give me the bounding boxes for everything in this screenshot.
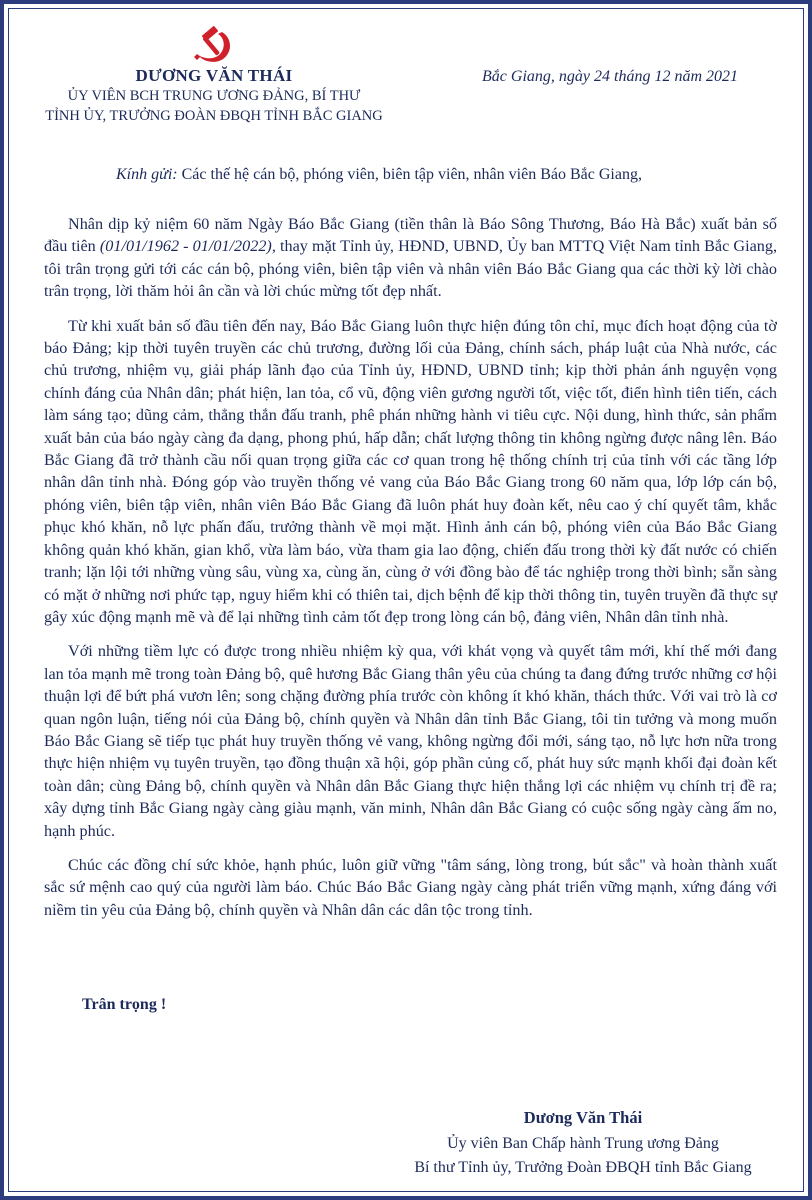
hammer-sickle-icon — [192, 26, 236, 64]
sender-header — [44, 26, 384, 126]
letter-body — [44, 213, 777, 933]
sender-role-line1: ỦY VIÊN BCH TRUNG ƯƠNG ĐẢNG, BÍ THƯ — [67, 88, 361, 104]
signature-line1: Ủy viên Ban Chấp hành Trung ương Đảng — [447, 1135, 719, 1152]
signature-block — [393, 1108, 773, 1180]
signature-line2: Bí thư Tỉnh ủy, Trưởng Đoàn ĐBQH tỉnh Bắc Giang — [414, 1159, 752, 1176]
paragraph-4: Chúc các đồng chí sức khỏe, hạnh phúc, luôn giữ vững "tâm sáng, lòng trong, bút sắc" và hoàn thành xuất sắc sứ mệnh cao quý của người làm báo. Chúc Báo Bắc Giang ngày càng phát triển vững mạnh, xứng đáng với niềm tin yêu của Đảng bộ, chính quyền và Nhân dân các dân tộc trong tỉnh. — [44, 855, 777, 919]
paragraph-1-b: , thay mặt Tỉnh ủy, HĐND, UBND, Ủy ban MTTQ Việt Nam tỉnh Bắc Giang, tôi trân trọng gửi tới các cán bộ, phóng viên, biên tập viên và nhân viên Báo Bắc Giang qua các thời kỳ lời chào trân trọng, lời thăm hỏi ân cần và lời chúc mừng tốt đẹp nhất. — [44, 237, 777, 301]
paragraph-1-a: Nhân dịp kỷ niệm 60 năm Ngày Báo Bắc Giang (tiền thân là Báo Sông Thương, Báo Hà Bắc) xuất bản số đầu tiên — [44, 215, 777, 256]
sender-name: DƯƠNG VĂN THÁI — [135, 66, 293, 85]
paragraph-3: Với những tiềm lực có được trong nhiều nhiệm kỳ qua, với khát vọng và quyết tâm mới, khí thế mới đang lan tỏa mạnh mẽ trong toàn Đảng bộ, quê hương Bắc Giang thân yêu của chúng ta đang đứng trước những cơ hội thuận lợi để bứt phá vươn lên; song chặng đường phía trước còn không ít khó khăn, thách thức. Với vai trò là cơ quan ngôn luận, tiếng nói của Đảng bộ, chính quyền và Nhân dân tỉnh Bắc Giang, tôi tin tưởng và mong muốn Báo Bắc Giang sẽ tiếp tục phát huy truyền thống vẻ vang, không ngừng đổi mới, sáng tạo, nỗ lực hơn nữa trong thực hiện nhiệm vụ tuyên truyền, tạo đồng thuận xã hội, góp phần củng cố, phát huy sức mạnh khối đại đoàn kết toàn dân; cùng Đảng bộ, chính quyền và Nhân dân Bắc Giang thực hiện thắng lợi các nhiệm vụ chính trị đề ra; xây dựng tỉnh Bắc Giang ngày càng giàu mạnh, văn minh, Nhân dân Bắc Giang có cuộc sống ngày càng ấm no, hạnh phúc. — [44, 642, 777, 840]
salutation-text: Các thế hệ cán bộ, phóng viên, biên tập viên, nhân viên Báo Bắc Giang, — [177, 166, 642, 183]
signature-name: Dương Văn Thái — [523, 1108, 643, 1127]
date-line: Bắc Giang, ngày 24 tháng 12 năm 2021 — [482, 68, 738, 85]
salutation-lead: Kính gửi: — [116, 166, 178, 183]
closing: Trân trọng ! — [82, 996, 167, 1013]
paragraph-1-dates: (01/01/1962 - 01/01/2022) — [99, 237, 272, 256]
paragraph-1 — [44, 213, 777, 303]
sender-role-line2: TỈNH ỦY, TRƯỞNG ĐOÀN ĐBQH TỈNH BẮC GIANG — [45, 108, 383, 124]
salutation — [116, 166, 642, 184]
paragraph-2: Từ khi xuất bản số đầu tiên đến nay, Báo Bắc Giang luôn thực hiện đúng tôn chỉ, mục đích hoạt động của tờ báo Đảng; kịp thời tuyên truyền các chủ trương, đường lối của Đảng, chính sách, pháp luật của Nhà nước, các chủ trương, nhiệm vụ, giải pháp lãnh đạo của Tỉnh ủy, HĐND, UBND tỉnh; kịp thời phản ánh nguyện vọng chính đáng của Nhân dân; phát hiện, lan tỏa, cổ vũ, động viên gương người tốt, việc tốt, điển hình tiên tiến, cách làm sáng tạo; dũng cảm, thẳng thắn đấu tranh, phê phán những hành vi tiêu cực. Nội dung, hình thức, sản phẩm xuất bản của báo ngày càng đa dạng, phong phú, hấp dẫn; chất lượng thông tin không ngừng được nâng lên. Báo Bắc Giang đã trở thành cầu nối quan trọng giữa các cơ quan trong hệ thống chính trị của tỉnh với các tầng lớp nhân dân tỉnh nhà. Đóng góp vào truyền thống vẻ vang của Báo Bắc Giang trong 60 năm qua, lớp lớp cán bộ, phóng viên, biên tập viên, nhân viên Báo Bắc Giang đã luôn phát huy đoàn kết, nêu cao ý chí quyết tâm, khắc phục khó khăn, nỗ lực phấn đấu, trưởng thành về mọi mặt. Hình ảnh cán bộ, phóng viên của Báo Bắc Giang không quản khó khăn, gian khổ, vừa làm báo, vừa tham gia lao động, chiến đấu trong thời kỳ đất nước có chiến tranh; lặn lội tới những vùng sâu, vùng xa, cùng ăn, cùng ở với đồng bào để tác nghiệp trong thời bình; sẵn sàng có mặt ở những nơi phức tạp, nguy hiểm khi có thiên tai, dịch bệnh để kịp thời thông tin, tuyên truyền đã thực sự gây xúc động mạnh mẽ và để lại những tình cảm tốt đẹp trong lòng cán bộ, đảng viên, Nhân dân tỉnh nhà. — [44, 316, 777, 626]
